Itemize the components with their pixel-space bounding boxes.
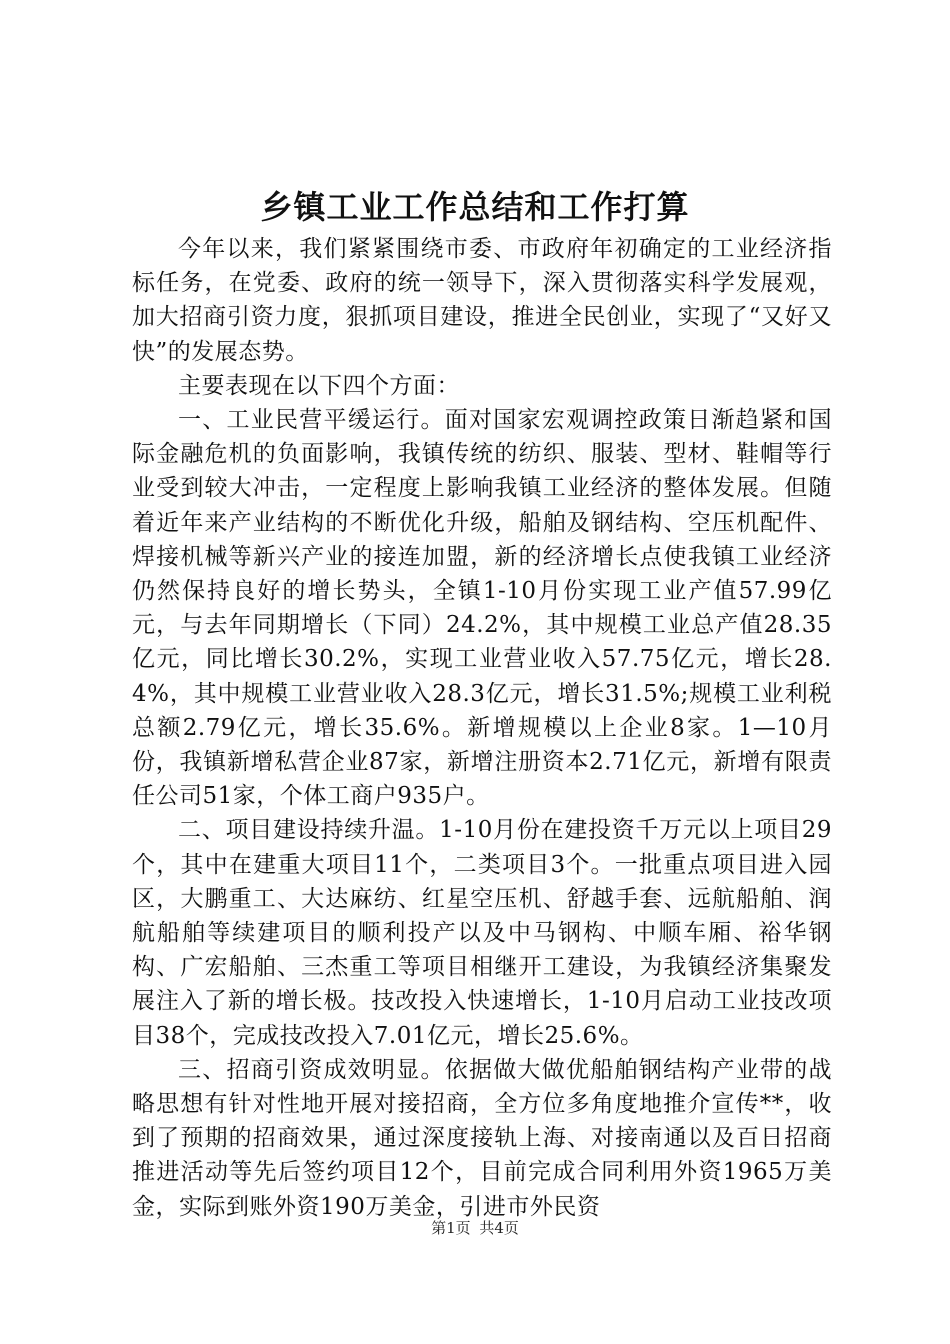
paragraph-section-3: 三、招商引资成效明显。依据做大做优船舶钢结构产业带的战略思想有针对性地开展对接招商，全方位多角度地推介宣传**，收到了预期的招商效果，通过深度接轨上海、对接南通以及百日招商推进活动等先后签约项目12个，目前完成合同利用外资1965万美金，实际到账外资190万美金，引进市外民资 (132, 1056, 832, 1220)
document-title: 乡镇工业工作总结和工作打算 (260, 188, 690, 226)
page-footer (0, 1217, 950, 1238)
paragraph-section-1: 一、工业民营平缓运行。面对国家宏观调控政策日渐趋紧和国际金融危机的负面影响，我镇传统的纺织、服装、型材、鞋帽等行业受到较大冲击，一定程度上影响我镇工业经济的整体发展。但随着近年来产业结构的不断优化升级，船舶及钢结构、空压机配件、焊接机械等新兴产业的接连加盟，新的经济增长点使我镇工业经济仍然保持良好的增长势头，全镇1-10月份实现工业产值57.99亿元，与去年同期增长（下同）24.2%，其中规模工业总产值28.35亿元，同比增长30.2%，实现工业营业收入57.75亿元，增长28.4%，其中规模工业营业收入28.3亿元，增长31.5%;规模工业利税总额2.79亿元，增长35.6%。新增规模以上企业8家。1—10月份，我镇新增私营企业87家，新增注册资本2.71亿元，新增有限责任公司51家，个体工商户935户。 (132, 407, 832, 810)
page-number-current: 第1页 (431, 1219, 471, 1237)
document-body (132, 232, 832, 1224)
paragraph-intro: 今年以来，我们紧紧围绕市委、市政府年初确定的工业经济指标任务，在党委、政府的统一领导下，深入贯彻落实科学发展观，加大招商引资力度，狠抓项目建设，推进全民创业，实现了“又好又快”的发展态势。 (132, 236, 832, 365)
paragraph-section-2: 二、项目建设持续升温。1-10月份在建投资千万元以上项目29个，其中在建重大项目11个，二类项目3个。一批重点项目进入园区，大鹏重工、大达麻纺、红星空压机、舒越手套、远航船舶、润航船舶等续建项目的顺利投产以及中马钢构、中顺车厢、裕华钢构、广宏船舶、三杰重工等项目相继开工建设，为我镇经济集聚发展注入了新的增长极。技改投入快速增长，1-10月启动工业技改项目38个，完成技改投入7.01亿元，增长25.6%。 (132, 817, 832, 1049)
page-number-total: 共4页 (479, 1219, 519, 1237)
paragraph-summary-lead: 主要表现在以下四个方面： (178, 372, 460, 399)
